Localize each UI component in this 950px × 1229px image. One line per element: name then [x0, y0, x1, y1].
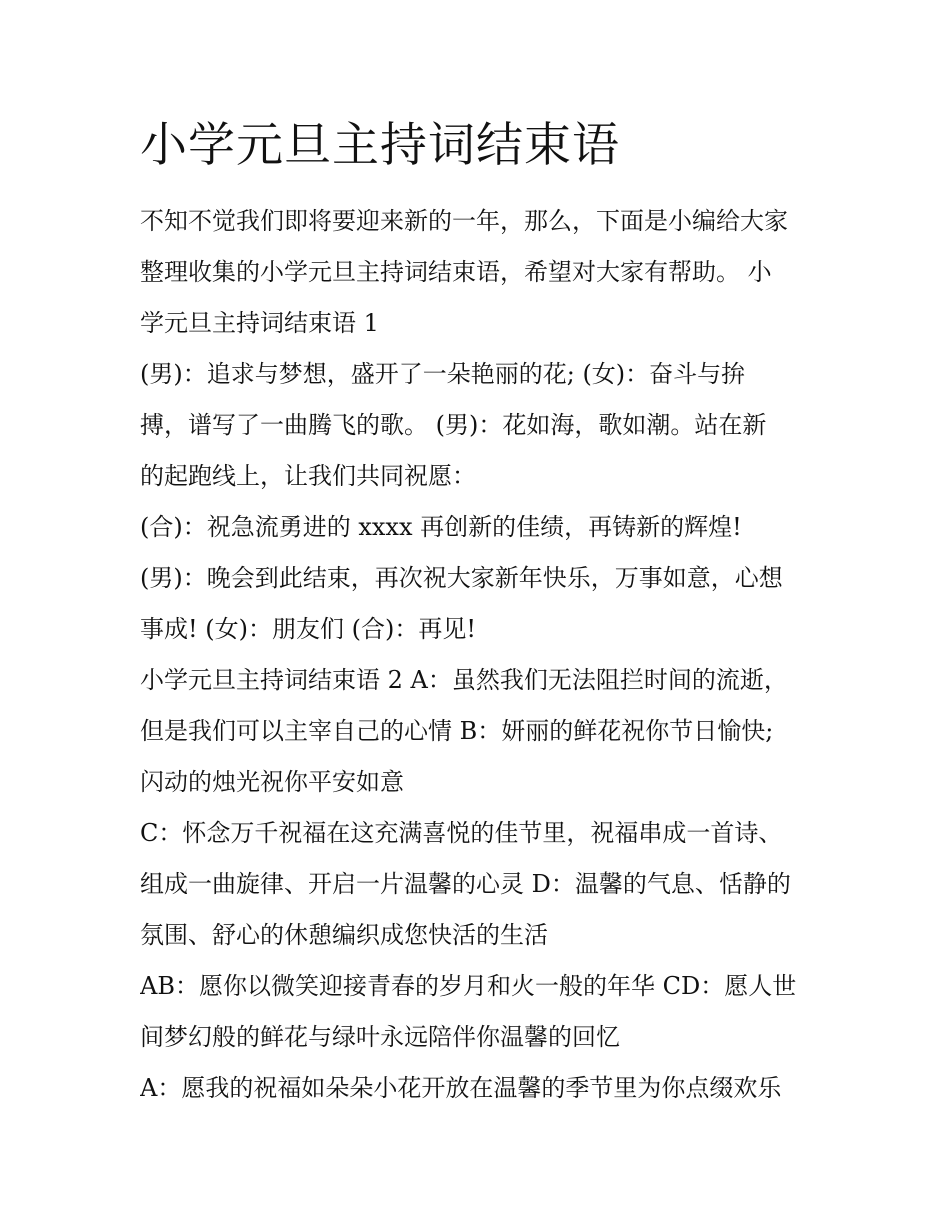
text-line: (男)：追求与梦想，盛开了一朵艳丽的花; (女)：奋斗与拚: [140, 360, 746, 388]
text-line: 组成一曲旋律、开启一片温馨的心灵 D：温馨的气息、恬静的: [140, 870, 791, 898]
text-line: 不知不觉我们即将要迎来新的一年，那么，下面是小编给大家: [140, 207, 788, 235]
text-line: 事成! (女)：朋友们 (合)：再见!: [140, 615, 476, 643]
document-body: [140, 196, 820, 1114]
text-line: AB：愿你以微笑迎接青春的岁月和火一般的年华 CD：愿人世: [140, 972, 797, 1000]
text-line: 间梦幻般的鲜花与绿叶永远陪伴你温馨的回忆: [140, 1023, 620, 1051]
text-line: 搏，谱写了一曲腾飞的歌。 (男)：花如海，歌如潮。站在新: [140, 411, 767, 439]
text-line: 但是我们可以主宰自己的心情 B：妍丽的鲜花祝你节日愉快;: [140, 717, 774, 745]
text-line: 整理收集的小学元旦主持词结束语，希望对大家有帮助。 小: [140, 258, 772, 286]
text-line: 的起跑线上，让我们共同祝愿：: [140, 462, 476, 490]
text-line: (合)：祝急流勇进的 xxxx 再创新的佳绩，再铸新的辉煌!: [140, 513, 742, 541]
text-line: 闪动的烛光祝你平安如意: [140, 768, 404, 796]
document-title: 小学元旦主持词结束语: [140, 118, 620, 173]
text-line: A：愿我的祝福如朵朵小花开放在温馨的季节里为你点缀欢乐: [140, 1074, 782, 1102]
text-line: 小学元旦主持词结束语 2 A：虽然我们无法阻拦时间的流逝，: [140, 666, 788, 694]
text-line: 学元旦主持词结束语 1: [140, 309, 379, 337]
text-line: (男)：晚会到此结束，再次祝大家新年快乐，万事如意，心想: [140, 564, 783, 592]
text-line: 氛围、舒心的休憩编织成您快活的生活: [140, 921, 548, 949]
text-line: C：怀念万千祝福在这充满喜悦的佳节里，祝福串成一首诗、: [140, 819, 783, 847]
